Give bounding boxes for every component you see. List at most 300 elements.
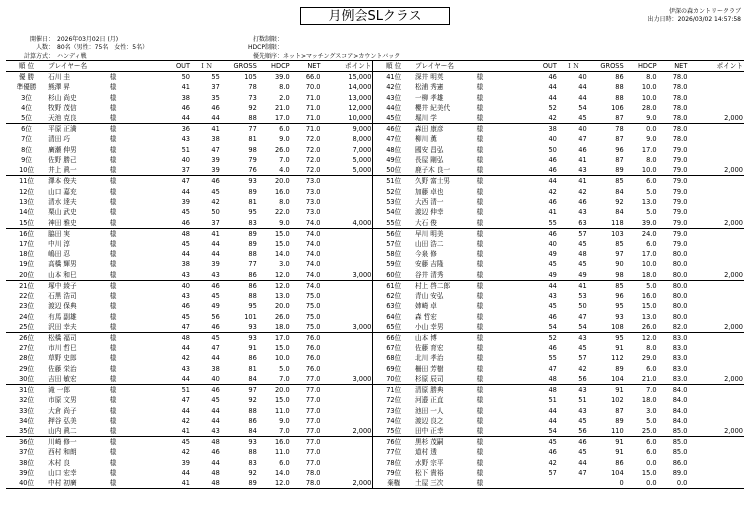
cell-honorific-left: 様 (109, 156, 117, 165)
cell-out-left: 43 (181, 135, 190, 144)
cell-gross-right: 112 (611, 354, 624, 363)
cell-in-right: 57 (578, 229, 587, 238)
cell-hdcp-left: 11.0 (274, 406, 290, 415)
cell-in-right: 46 (578, 145, 587, 154)
cell-rank-right: 79位 (373, 468, 414, 478)
cell-gross-left: 89 (248, 229, 257, 238)
cell-hdcp-right: 25.0 (625, 426, 658, 437)
cell-rank-left: 15位 (6, 218, 47, 229)
cell-out-right: 55 (548, 354, 557, 363)
cell-rank-right: 58位 (373, 249, 414, 259)
cell-point-left: 2,000 (322, 478, 373, 489)
cell-rank-left: 優 勝 (18, 73, 35, 81)
cell-hdcp-right: 9.0 (625, 113, 658, 124)
cell-gross-left: 95 (248, 302, 257, 311)
cell-net-left: 75.0 (305, 291, 321, 300)
cell-point-right (688, 197, 744, 207)
cell-out-right: 49 (548, 250, 557, 259)
cell-in-left: 45 (211, 333, 220, 342)
cell-net-left: 72.0 (291, 165, 322, 176)
cell-rank-left: 20位 (6, 270, 47, 281)
cell-rank-right: 55位 (373, 218, 414, 229)
cell-hdcp-right: 18.0 (625, 270, 658, 281)
cell-in-left: 48 (211, 438, 220, 447)
cell-net-right: 79.0 (672, 187, 688, 196)
cell-gross-left: 81 (248, 364, 257, 373)
cell-net-right: 84.0 (672, 417, 688, 425)
cell-net-right: 89.0 (672, 469, 688, 478)
cell-player-right: 松浦 秀憲 (415, 83, 444, 92)
cell-hdcp-left: 2.0 (279, 93, 290, 102)
cell-point-right: 2,000 (688, 218, 744, 229)
cell-net-right: 86.0 (672, 458, 688, 467)
cell-gross-left: 83 (248, 458, 257, 467)
cell-gross-left: 78 (248, 83, 257, 92)
cell-honorific-left: 様 (109, 103, 117, 112)
cell-in-left: 48 (211, 469, 220, 478)
cell-point-left: 15,000 (348, 73, 372, 81)
cell-rank-left: 30位 (6, 374, 47, 385)
table-row (6, 197, 744, 207)
cell-in-left: 55 (211, 73, 220, 81)
cell-player-left: 牧野 茂信 (48, 103, 77, 112)
cell-out-right: 46 (548, 197, 557, 206)
cell-honorific-left: 様 (109, 125, 117, 134)
table-row (6, 270, 744, 281)
cell-out-right: 45 (548, 438, 557, 447)
cell-player-left: 渡辺 保典 (48, 302, 77, 311)
cell-honorific-left: 様 (109, 218, 160, 229)
cell-gross-right: 91 (615, 448, 624, 457)
cell-gross-right: 89 (588, 165, 625, 176)
col-net: NET (658, 61, 689, 72)
cell-in-right: 43 (578, 333, 587, 342)
cell-net-left: 77.0 (305, 417, 321, 425)
cell-honorific-right: 様 (476, 374, 527, 385)
cell-rank-right: 75位 (373, 426, 414, 437)
cell-hdcp-right: 6.0 (646, 239, 657, 248)
cell-honorific-right: 様 (476, 113, 527, 124)
cell-honorific-right: 様 (476, 426, 527, 437)
cell-player-left: 平原 正満 (48, 125, 77, 134)
cell-point-right (688, 155, 744, 165)
cell-rank-right: 67位 (373, 343, 414, 353)
cell-net-right: 78.0 (672, 93, 688, 102)
cell-hdcp-right: 3.0 (646, 406, 657, 415)
cell-gross-right: 92 (615, 197, 624, 206)
cell-honorific-left: 様 (109, 229, 117, 238)
cell-in-left: 44 (191, 113, 221, 124)
cell-rank-right: 70位 (373, 374, 414, 385)
cell-hdcp-left: 15.0 (274, 344, 290, 353)
cell-out-left: 46 (181, 103, 190, 112)
cell-rank-right: 73位 (373, 405, 414, 415)
cell-gross-right: 85 (615, 239, 624, 248)
cell-rank-right: 49位 (373, 155, 414, 165)
cell-net-right: 0.0 (658, 478, 689, 489)
cell-net-left: 74.0 (305, 260, 321, 269)
cell-rank-right: 棄権 (373, 478, 414, 489)
cell-honorific-right: 様 (476, 156, 484, 165)
cell-in-right: 45 (578, 260, 587, 269)
cell-net-right: 78.0 (672, 135, 688, 144)
col-rank: 順 位 (6, 61, 47, 72)
cell-point-right: 2,000 (688, 113, 744, 124)
cell-hdcp-left: 21.0 (274, 103, 290, 112)
cell-out-right: 44 (548, 177, 557, 186)
col-point: ポイント (688, 61, 744, 72)
cell-in-right: 44 (578, 93, 587, 102)
cell-honorific-left: 様 (109, 177, 117, 186)
meta-hdcp-limit (231, 44, 400, 52)
meta-priority-value: ネット>マッチングスコア>カウントバック (283, 52, 401, 60)
cell-gross-right: 95 (615, 302, 624, 311)
cell-net-right: 83.0 (672, 354, 688, 363)
cell-out-right: 54 (527, 322, 558, 333)
table-row (6, 82, 744, 92)
meta-date-label: 開催日： (29, 36, 54, 43)
printed-value: 2026/03/02 14:57:58 (677, 16, 741, 23)
cell-point-right (688, 228, 744, 239)
cell-gross-left: 79 (248, 156, 257, 165)
cell-gross-left: 84 (221, 374, 258, 385)
cell-player-right: 清原 勝典 (415, 386, 444, 395)
cell-out-right: 45 (548, 302, 557, 311)
cell-honorific-left: 様 (109, 197, 117, 206)
cell-player-right: 鹿子木 良一 (414, 165, 476, 176)
cell-hdcp-right: 8.0 (646, 344, 657, 353)
cell-player-right: 山本 博 (415, 333, 437, 342)
cell-rank-left: 36位 (19, 438, 35, 447)
cell-hdcp-left: 26.0 (274, 145, 290, 154)
cell-in-left: 47 (211, 145, 220, 154)
cell-out-left: 44 (160, 113, 191, 124)
cell-point-left (322, 385, 373, 396)
cell-hdcp-left: 9.0 (279, 417, 290, 425)
cell-out-right: 52 (548, 333, 557, 342)
cell-player-right: 柳川 薫 (415, 135, 437, 144)
cell-point-right (688, 332, 744, 343)
cell-honorific-right: 様 (476, 406, 484, 415)
cell-point-left: 13,000 (348, 93, 372, 102)
cell-hdcp-left: 9.0 (279, 135, 290, 144)
col-in: ＩＮ (191, 61, 221, 72)
cell-out-left: 44 (181, 344, 190, 353)
cell-hdcp-left: 8.0 (279, 197, 290, 206)
cell-gross-left: 86 (248, 354, 257, 363)
cell-gross-left: 89 (221, 478, 258, 489)
cell-hdcp-right: 5.0 (646, 208, 657, 217)
cell-in-left: 44 (211, 354, 220, 363)
cell-in-left: 38 (211, 364, 220, 373)
meta-priority-label: 優先順序： (252, 52, 283, 60)
cell-hdcp-right: 17.0 (641, 145, 657, 154)
cell-honorific-right: 様 (476, 438, 484, 447)
table-row (6, 458, 744, 468)
cell-out-left: 45 (181, 208, 190, 217)
cell-rank-left: 3位 (21, 93, 32, 102)
cell-hdcp-right: 13.0 (641, 312, 657, 321)
cell-rank-left: 18位 (19, 250, 35, 259)
cell-in-right: 63 (558, 218, 588, 229)
meta-limit-label: 打数制限： (252, 36, 283, 43)
table-row (6, 447, 744, 457)
cell-hdcp-left: 8.0 (279, 83, 290, 92)
cell-net-right: 79.0 (672, 145, 688, 154)
cell-player-right: 道村 透 (415, 448, 437, 457)
cell-point-left (322, 301, 373, 311)
cell-out-left: 36 (181, 125, 190, 134)
cell-hdcp-right: 10.0 (641, 93, 657, 102)
cell-gross-right: 104 (588, 374, 625, 385)
cell-hdcp-right: 9.0 (646, 135, 657, 144)
cell-player-left: 佐野 勝己 (48, 156, 77, 165)
cell-in-right: 46 (578, 197, 587, 206)
cell-gross-right: 103 (611, 229, 624, 238)
cell-net-right: 78.0 (658, 113, 689, 124)
cell-rank-right: 42位 (373, 82, 414, 92)
cell-hdcp-right: 13.0 (641, 197, 657, 206)
cell-hdcp-left: 18.0 (258, 322, 291, 333)
cell-out-right: 44 (548, 406, 557, 415)
cell-out-left: 43 (160, 270, 191, 281)
cell-in-left: 44 (211, 458, 220, 467)
cell-net-right: 83.0 (658, 374, 689, 385)
printed-at (648, 14, 741, 23)
cell-player-right: 姉崎 卓 (415, 302, 437, 311)
cell-out-left: 47 (160, 322, 191, 333)
cell-rank-right: 62位 (373, 291, 414, 301)
cell-player-left: 山口 嘉充 (48, 187, 77, 196)
cell-player-right: 水野 宗平 (415, 458, 444, 467)
cell-net-right: 80.0 (658, 270, 689, 281)
cell-player-left: 川崎 修一 (48, 438, 77, 447)
cell-in-right: 43 (578, 406, 587, 415)
cell-rank-right: 50位 (373, 165, 414, 176)
cell-gross-left: 101 (244, 312, 257, 321)
cell-net-right: 79.0 (672, 156, 688, 165)
cell-in-left: 46 (211, 103, 220, 112)
cell-gross-right: 106 (611, 103, 624, 112)
cell-rank-right: 60位 (373, 270, 414, 281)
cell-rank-right: 52位 (373, 186, 414, 196)
cell-hdcp-right: 0.0 (646, 458, 657, 467)
cell-net-left: 77.0 (305, 406, 321, 415)
cell-in-right: 46 (578, 438, 587, 447)
table-row (6, 291, 744, 301)
cell-rank-left: 22位 (19, 291, 35, 300)
cell-player-left: 杉山 尚史 (48, 93, 77, 102)
cell-honorific-left: 様 (109, 302, 117, 311)
cell-net-right: 83.0 (672, 364, 688, 373)
cell-honorific-left: 様 (109, 281, 117, 290)
cell-rank-left: 21位 (19, 281, 35, 290)
cell-hdcp-right: 6.0 (646, 177, 657, 186)
cell-gross-right: 87 (615, 156, 624, 165)
cell-net-left: 71.0 (305, 125, 321, 134)
cell-gross-left: 77 (248, 125, 257, 134)
cell-point-left (322, 405, 373, 415)
cell-hdcp-left: 7.0 (258, 374, 291, 385)
cell-player-left: 熊澤 昇 (48, 83, 70, 92)
cell-player-right: 早川 明美 (415, 229, 444, 238)
cell-in-left: 44 (211, 239, 220, 248)
cell-gross-left: 86 (248, 281, 257, 290)
cell-point-left: 5,000 (352, 156, 372, 165)
cell-hdcp-right: 39.0 (625, 218, 658, 229)
cell-rank-left: 14位 (19, 208, 35, 217)
table-row (6, 301, 744, 311)
cell-out-left: 43 (181, 291, 190, 300)
cell-gross-left: 97 (248, 386, 257, 395)
cell-gross-left: 84 (221, 426, 258, 437)
cell-honorific-right: 様 (476, 333, 484, 342)
cell-hdcp-right: 24.0 (641, 229, 657, 238)
cell-net-left: 77.0 (291, 426, 322, 437)
cell-honorific-right: 様 (476, 218, 527, 229)
cell-net-right: 78.0 (672, 73, 688, 81)
cell-in-left: 44 (211, 417, 220, 425)
cell-net-right: 78.0 (672, 103, 688, 112)
cell-point-right (688, 364, 744, 374)
cell-honorific-left: 様 (109, 406, 117, 415)
meta-players-value: 80名（男性：75名 女性：5名） (57, 44, 149, 52)
cell-gross-left: 88 (248, 250, 257, 259)
cell-rank-right: 46位 (373, 124, 414, 135)
cell-in-left: 56 (211, 312, 220, 321)
cell-rank-right: 51位 (373, 176, 414, 187)
cell-rank-right: 77位 (373, 447, 414, 457)
cell-player-left: 天池 克良 (47, 113, 109, 124)
cell-out-left: 51 (181, 145, 190, 154)
cell-hdcp-left: 6.0 (279, 458, 290, 467)
cell-out-left: 42 (181, 448, 190, 457)
cell-honorific-right: 様 (476, 83, 484, 92)
cell-hdcp-left: 14.0 (274, 250, 290, 259)
cell-rank-left: 4位 (21, 103, 32, 112)
cell-rank-right: 56位 (373, 228, 414, 239)
cell-hdcp-left: 5.0 (279, 364, 290, 373)
cell-gross-right: 78 (615, 125, 624, 134)
cell-honorific-right: 様 (476, 270, 527, 281)
table-row (6, 395, 744, 405)
cell-in-right: 40 (578, 73, 587, 81)
cell-gross-left: 105 (244, 73, 257, 81)
cell-in-left: 35 (211, 93, 220, 102)
cell-player-left: 中村 初廣 (47, 478, 109, 489)
cell-gross-left: 93 (248, 177, 257, 186)
cell-point-right (688, 478, 744, 489)
cell-player-right: 土屋 三次 (414, 478, 476, 489)
cell-out-left: 45 (181, 312, 190, 321)
cell-gross-right: 93 (615, 312, 624, 321)
cell-honorific-left: 様 (109, 208, 117, 217)
cell-out-right: 48 (527, 374, 558, 385)
cell-net-right: 85.0 (658, 426, 689, 437)
cell-point-right (688, 92, 744, 102)
cell-gross-right: 95 (615, 333, 624, 342)
table-row (6, 113, 744, 124)
cell-rank-right: 68位 (373, 353, 414, 363)
cell-net-left: 73.0 (305, 208, 321, 217)
cell-net-right: 80.0 (672, 312, 688, 321)
cell-out-left: 39 (181, 197, 190, 206)
cell-gross-left: 88 (248, 448, 257, 457)
col-player: プレイヤー名 (414, 61, 476, 72)
cell-player-left: 松橋 福司 (48, 333, 77, 342)
cell-in-right: 45 (578, 344, 587, 353)
cell-in-right: 53 (578, 291, 587, 300)
cell-net-left: 77.0 (305, 396, 321, 405)
cell-point-right (688, 82, 744, 92)
cell-net-left: 76.0 (305, 354, 321, 363)
cell-net-right: 80.0 (672, 302, 688, 311)
cell-net-left: 74.0 (305, 239, 321, 248)
cell-net-left: 73.0 (305, 187, 321, 196)
cell-point-right: 2,000 (688, 374, 744, 385)
cell-net-left: 73.0 (305, 197, 321, 206)
cell-honorific-right: 様 (476, 417, 484, 425)
col-rank: 順 位 (373, 61, 414, 72)
cell-player-right: 堀川 学 (414, 113, 476, 124)
cell-gross-right: 91 (615, 344, 624, 353)
cell-player-right: 一柳 孝雄 (415, 93, 444, 102)
cell-out-right: 42 (527, 113, 558, 124)
cell-honorific-left: 様 (109, 239, 117, 248)
cell-net-right: 80.0 (672, 291, 688, 300)
cell-honorific-right: 様 (476, 478, 527, 489)
cell-gross-right: 102 (611, 396, 624, 405)
cell-hdcp-left: 15.0 (274, 239, 290, 248)
cell-honorific-right: 様 (476, 469, 484, 478)
cell-in-right: 50 (578, 302, 587, 311)
cell-in-left: 46 (191, 322, 221, 333)
cell-net-left: 76.0 (305, 364, 321, 373)
cell-in-left: 45 (211, 291, 220, 300)
cell-in-left: 38 (211, 135, 220, 144)
cell-in-right: 57 (578, 354, 587, 363)
cell-net-left: 78.0 (305, 469, 321, 478)
meta-players-label: 人数： (35, 44, 54, 52)
cell-rank-right: 57位 (373, 239, 414, 249)
cell-net-left: 71.0 (291, 113, 322, 124)
cell-hdcp-right: 5.0 (646, 187, 657, 196)
cell-point-right: 2,000 (688, 165, 744, 176)
cell-rank-right: 66位 (373, 332, 414, 343)
cell-point-right (688, 405, 744, 415)
cell-out-right: 46 (548, 312, 557, 321)
cell-rank-right: 41位 (373, 72, 414, 83)
cell-player-right: 國安 昌弘 (415, 145, 444, 154)
cell-player-right: 渡辺 伸幸 (415, 208, 444, 217)
cell-in-right: 56 (558, 426, 588, 437)
cell-player-right: 柵田 芳樹 (415, 364, 444, 373)
cell-player-left: 塚中 綾子 (48, 281, 77, 290)
cell-rank-left: 38位 (19, 458, 35, 467)
table-row (6, 343, 744, 353)
cell-net-left: 77.0 (305, 448, 321, 457)
cell-out-right: 40 (548, 239, 557, 248)
cell-hdcp-left: 7.0 (279, 156, 290, 165)
cell-honorific-right: 様 (476, 177, 484, 186)
cell-point-left (322, 364, 373, 374)
cell-gross-left: 81 (248, 197, 257, 206)
cell-out-right: 43 (548, 291, 557, 300)
cell-point-right (688, 259, 744, 269)
col-out: OUT (160, 61, 191, 72)
cell-rank-right: 72位 (373, 395, 414, 405)
cell-player-left: 神田 雅史 (47, 218, 109, 229)
